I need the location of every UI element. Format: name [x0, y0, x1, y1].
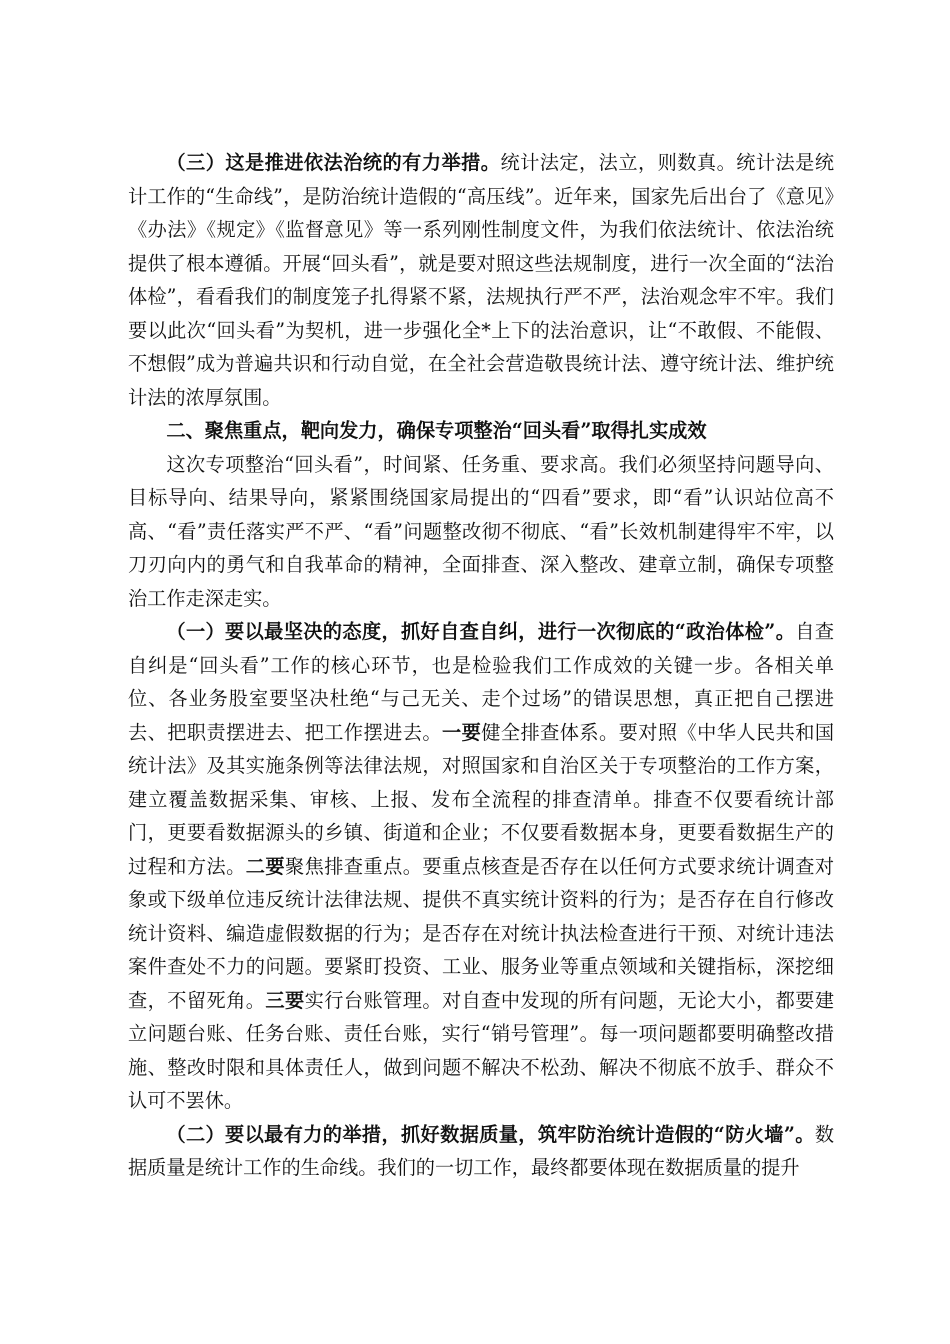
section-3-text: 统计法定，法立，则数真。统计法是统计工作的“生命线”，是防治统计造假的“高压线”。近年来，国家先后出台了《意见》《办法》《规定》《监督意见》等一系列刚性制度文件，为我们依法统计、依法治统提供了根本遵循。开展“回头看”，就是要对照这些法规制度，进行一次全面的“法治体检”，看看我们的制度笼子扎得紧不紧，法规执行严不严，法治观念牢不牢。我们要以此次“回头看”为契机，进一步强化全*上下的法治意识，让“不敢假、不能假、不想假”成为普遍共识和行动自觉，在全社会营造敬畏统计法、遵守统计法、维护统计法的浓厚氛围。 [128, 151, 835, 409]
document-page [128, 146, 834, 1185]
item-1-keyword-3: 三要 [265, 988, 305, 1012]
paragraph-item-2 [128, 1118, 834, 1185]
paragraph-section-3 [128, 146, 834, 414]
paragraph-part-2-intro: 这次专项整治“回头看”，时间紧、任务重、要求高。我们必须坚持问题导向、目标导向、结果导向，紧紧围绕国家局提出的“四看”要求，即“看”认识站位高不高、“看”责任落实严不严、“看”问题整改彻不彻底、“看”长效机制建得牢不牢，以刀刃向内的勇气和自我革命的精神，全面排查、深入整改、建章立制，确保专项整治工作走深走实。 [128, 452, 834, 610]
item-1-text-d: 实行台账管理。对自查中发现的所有问题，无论大小，都要建立问题台账、任务台账、责任台账，实行“销号管理”。每一项问题都要明确整改措施、整改时限和具体责任人，做到问题不解决不松劲、解决不彻底不放手、群众不认可不罢休。 [128, 988, 835, 1112]
section-3-lead: （三）这是推进依法治统的有力举措。 [166, 151, 501, 174]
item-1-text-a: 自查自纠是“回头看”工作的核心环节，也是检验我们工作成效的关键一步。各相关单位、各业务股室要坚决杜绝“与己无关、走个过场”的错误思想，真正把自己摆进去、把职责摆进去、把工作摆进去。 [128, 620, 835, 744]
heading-part-2: 二、聚焦重点，靶向发力，确保专项整治“回头看”取得扎实成效 [166, 419, 707, 442]
paragraph-item-1 [128, 615, 834, 1118]
item-1-keyword-1: 一要 [441, 720, 482, 744]
item-1-keyword-2: 二要 [245, 854, 285, 878]
item-1-lead: （一）要以最坚决的态度，抓好自查自纠，进行一次彻底的“政治体检”。 [166, 620, 796, 643]
item-1-text-b: 健全排查体系。要对照《中华人民共和国统计法》及其实施条例等法律法规，对照国家和自治区关于专项整治的工作方案，建立覆盖数据采集、审核、上报、发布全流程的排查清单。排查不仅要看统计部门，更要看数据源头的乡镇、街道和企业；不仅要看数据本身，更要看数据生产的过程和方法。 [128, 720, 835, 878]
item-2-lead: （二）要以最有力的举措，抓好数据质量，筑牢防治统计造假的“防火墙”。 [166, 1122, 815, 1146]
item-2-text: 数据质量是统计工作的生命线。我们的一切工作，最终都要体现在数据质量的提升 [128, 1122, 834, 1179]
item-1-text-c: 聚焦排查重点。要重点核查是否存在以任何方式要求统计调查对象或下级单位违反统计法律法规、提供不真实统计资料的行为；是否存在自行修改统计资料、编造虚假数据的行为；是否存在对统计执法检查进行干预、对统计违法案件查处不力的问题。要紧盯投资、工业、服务业等重点领域和关键指标，深挖细查，不留死角。 [128, 854, 835, 1012]
